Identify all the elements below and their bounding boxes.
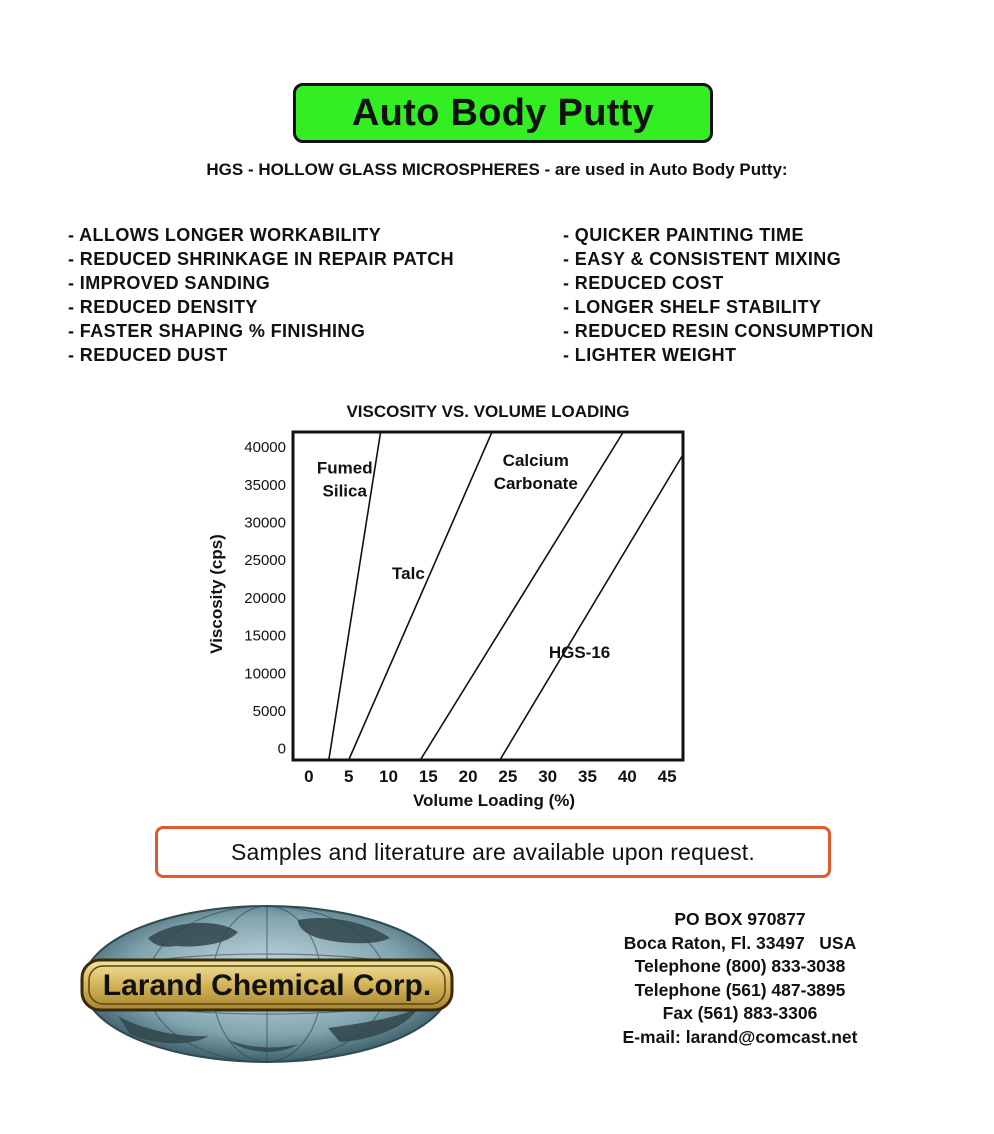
series-label: Calcium xyxy=(502,450,569,470)
y-axis-label: Viscosity (cps) xyxy=(207,534,226,654)
benefit-item: - EASY & CONSISTENT MIXING xyxy=(563,249,842,269)
benefit-item: - REDUCED SHRINKAGE IN REPAIR PATCH xyxy=(68,249,455,269)
y-tick-label: 40000 xyxy=(244,439,286,457)
x-tick-label: 20 xyxy=(458,767,478,786)
benefit-item: - REDUCED DUST xyxy=(68,345,228,365)
contact-email[interactable]: E-mail: larand@comcast.net xyxy=(622,1026,858,1047)
series-line xyxy=(500,455,683,760)
series-line xyxy=(349,432,492,760)
benefit-item: - LIGHTER WEIGHT xyxy=(563,345,737,365)
benefit-item: - FASTER SHAPING % FINISHING xyxy=(68,321,366,341)
y-tick-label: 5000 xyxy=(252,702,286,720)
benefit-item: - ALLOWS LONGER WORKABILITY xyxy=(68,225,382,245)
benefit-item: - QUICKER PAINTING TIME xyxy=(563,225,804,245)
contact-po-box: PO BOX 970877 xyxy=(674,909,806,929)
globe-logo xyxy=(78,898,458,1066)
benefits-list-right xyxy=(563,223,874,367)
x-axis-label: Volume Loading (%) xyxy=(412,791,576,810)
benefits-list-left xyxy=(68,223,454,367)
x-tick-label: 10 xyxy=(379,767,398,786)
x-tick-label: 25 xyxy=(498,767,518,786)
contact-city: Boca Raton, Fl. 33497 USA xyxy=(623,932,857,953)
x-tick-label: 0 xyxy=(304,767,314,786)
contact-block xyxy=(590,908,890,1049)
y-tick-label: 15000 xyxy=(244,627,286,645)
viscosity-chart xyxy=(0,390,994,820)
samples-notice: Samples and literature are available upon request. xyxy=(155,826,831,878)
y-tick-label: 0 xyxy=(277,740,286,758)
x-tick-label: 15 xyxy=(418,767,438,786)
x-tick-label: 5 xyxy=(343,767,354,786)
x-tick-label: 35 xyxy=(578,767,597,786)
y-tick-label: 30000 xyxy=(244,514,286,532)
benefit-item: - REDUCED DENSITY xyxy=(68,297,258,317)
series-label: Silica xyxy=(322,481,367,501)
contact-phone: Telephone (561) 487-3895 xyxy=(634,979,846,1000)
x-tick-label: 30 xyxy=(538,767,558,786)
series-label: Carbonate xyxy=(493,473,578,493)
benefit-item: - LONGER SHELF STABILITY xyxy=(563,297,822,317)
y-tick-label: 10000 xyxy=(244,665,286,683)
page-title: Auto Body Putty xyxy=(293,83,713,143)
benefit-item: - IMPROVED SANDING xyxy=(68,273,271,293)
y-tick-label: 20000 xyxy=(244,589,286,607)
x-tick-label: 40 xyxy=(617,767,637,786)
subtitle: HGS - HOLLOW GLASS MICROSPHERES - are used in Auto Body Putty: xyxy=(206,160,788,179)
series-label: Talc xyxy=(392,564,425,584)
x-tick-label: 45 xyxy=(657,767,677,786)
chart-title: VISCOSITY VS. VOLUME LOADING xyxy=(346,402,630,421)
contact-fax: Fax (561) 883-3306 xyxy=(662,1003,818,1023)
contact-phone: Telephone (800) 833-3038 xyxy=(634,956,846,976)
benefit-item: - REDUCED COST xyxy=(563,273,724,293)
y-tick-label: 35000 xyxy=(244,476,286,494)
benefit-item: - REDUCED RESIN CONSUMPTION xyxy=(563,321,874,341)
y-tick-label: 25000 xyxy=(244,552,286,570)
series-label: Fumed xyxy=(316,458,373,478)
company-name: Larand Chemical Corp. xyxy=(102,969,432,1002)
series-label: HGS-16 xyxy=(548,643,611,663)
